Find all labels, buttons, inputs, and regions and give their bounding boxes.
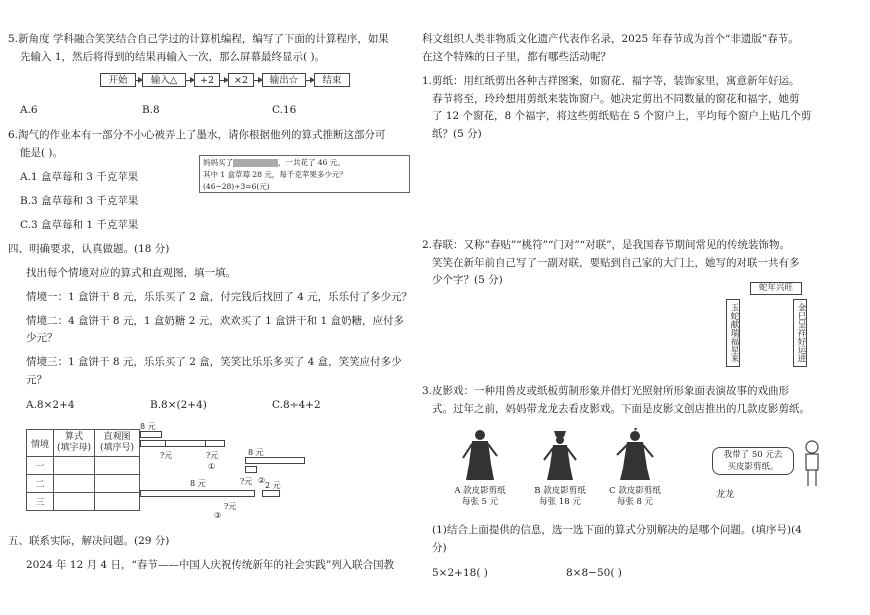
flow-plus2: +2 bbox=[194, 73, 220, 87]
p2-line-2: 笑笑在新年前自己写了一副对联，要贴到自己家的大门上，她写的对联一共有多 bbox=[432, 257, 800, 269]
ink-smudge bbox=[233, 159, 278, 167]
puppet-a-icon bbox=[460, 428, 500, 482]
equation-2[interactable]: 8×8−50( ) bbox=[566, 567, 622, 579]
situation-1: 情境一：1 盒饼干 8 元，乐乐买了 2 盒，付完钱后找回了 4 元，乐乐付了多少元？ bbox=[26, 291, 413, 303]
diagram-4-label-q: ?元 bbox=[224, 502, 237, 511]
situation-2a: 情境二：4 盒饼干 8 元，1 盒奶糖 2 元，欢欢买了 1 盒饼干和 1 盒奶糖，应付多 bbox=[26, 315, 404, 327]
couplet-left: 玉蛇献瑞福星来 bbox=[726, 299, 740, 367]
s4-option-c: C.8÷4+2 bbox=[272, 399, 321, 411]
s4-option-b: B.8×(2+4) bbox=[150, 399, 207, 411]
flow-output: 输出☆ bbox=[262, 73, 306, 87]
section4-title: 四、明确要求，认真做题。(18 分) bbox=[8, 243, 170, 255]
answer-cell[interactable] bbox=[54, 457, 95, 475]
q5-text-2: 先输入 1，然后将得到的结果再输入一次，那么屏幕最终显示( )。 bbox=[20, 51, 326, 63]
q6-text-1: 6.淘气的作业本有一部分不小心被弄上了墨水，请你根据他列的算式推断这部分可 bbox=[8, 129, 386, 141]
speech-bubble: 我带了 50 元去 买皮影剪纸。 bbox=[712, 447, 794, 475]
answer-table bbox=[26, 429, 140, 511]
couplet-horizontal: 蛇年兴旺 bbox=[750, 282, 802, 295]
puppet-c-icon bbox=[615, 428, 655, 482]
table-header: 算式 (填字母) bbox=[54, 430, 95, 457]
table-header: 情境 bbox=[27, 430, 54, 457]
equation-1[interactable]: 5×2+18( ) bbox=[432, 567, 488, 579]
diagram-1-label-8: 8 元 bbox=[140, 422, 156, 431]
q6-receipt: 妈妈买了 ，一共花了 46 元。 其中 1 盒草莓 28 元，每千克苹果多少元？ (46−28)÷3=6(元) bbox=[199, 155, 410, 193]
boy-icon bbox=[800, 440, 824, 488]
q6-option-c: C.3 盒草莓和 1 千克苹果 bbox=[20, 219, 139, 231]
q6-option-b: B.3 盒草莓和 3 千克苹果 bbox=[20, 195, 139, 207]
section5-intro: 2024 年 12 月 4 日，“春节——中国人庆祝传统新年的社会实践”列入联合国教 bbox=[26, 559, 395, 571]
diagram-1-label-q: ?元 bbox=[160, 451, 173, 460]
couplet-right: 金巳呈祥好运进 bbox=[793, 299, 807, 367]
answer-cell[interactable] bbox=[95, 475, 140, 493]
diagram-3-number: ③ bbox=[214, 511, 222, 520]
q5-option-a: A.6 bbox=[20, 104, 38, 116]
item-b-caption: B 款皮影剪纸 每张 18 元 bbox=[534, 486, 586, 507]
situation-3a: 情境三：1 盒饼干 8 元，乐乐买了 2 盒，笑笑比乐乐多买了 4 盒，笑笑应付多少 bbox=[26, 356, 402, 368]
p2-line-3: 少个字？(5 分) bbox=[432, 274, 503, 286]
q5-option-b: B.8 bbox=[142, 104, 160, 116]
answer-cell[interactable] bbox=[54, 475, 95, 493]
diagram-1-number: ① bbox=[208, 462, 216, 471]
diagram-2-number: ② bbox=[258, 476, 266, 485]
flow-start: 开始 bbox=[100, 73, 136, 87]
s4-option-a: A.8×2+4 bbox=[26, 399, 75, 411]
p2-line-1: 2.春联：又称“春贴”“桃符”“门对”“对联”，是我国春节期间常见的传统装饰物。 bbox=[422, 239, 790, 251]
table-row: 一 bbox=[27, 457, 140, 475]
diagram-3-label-q: ?元 bbox=[240, 477, 253, 486]
p3-line-2: 式。过年之前，妈妈带龙龙去看皮影戏。下面是皮影文创店推出的几款皮影剪纸。 bbox=[432, 403, 810, 415]
p1-line-2: 春节将至，玲玲想用剪纸来装饰窗户。她决定剪出不同数量的窗花和福字，她剪 bbox=[432, 93, 800, 105]
answer-cell[interactable] bbox=[54, 493, 95, 511]
puppet-b-icon bbox=[540, 428, 580, 482]
flow-times2: ×2 bbox=[228, 73, 254, 87]
intro-line-1: 科文组织人类非物质文化遗产代表作名录，2025 年春节成为首个“非遗版”春节。 bbox=[422, 33, 799, 45]
diagram-2-label-8: 8 元 bbox=[248, 448, 264, 457]
situation-2b: 少元？ bbox=[26, 332, 58, 344]
item-c-caption: C 款皮影剪纸 每张 8 元 bbox=[609, 486, 661, 507]
p3-sub1-line-2: 分) bbox=[432, 542, 447, 554]
intro-line-2: 在这个特殊的日子里，都有哪些活动呢？ bbox=[422, 51, 611, 63]
section5-title: 五、联系实际，解决问题。(29 分) bbox=[8, 535, 170, 547]
p3-line-1: 3.皮影戏：一种用兽皮或纸板剪制形象并借灯光照射所形象面表演故事的戏曲形 bbox=[422, 385, 790, 397]
item-a-caption: A 款皮影剪纸 每张 5 元 bbox=[454, 486, 506, 507]
section4-instruction: 找出每个情境对应的算式和直观图，填一填。 bbox=[26, 267, 236, 279]
situation-3b: 元？ bbox=[26, 374, 47, 386]
p1-line-4: 纸？(5 分) bbox=[432, 128, 482, 140]
q5-text-1: 5.新角度 学科融合笑笑结合自己学过的计算机编程，编写了下面的计算程序，如果 bbox=[8, 33, 389, 45]
table-row: 二 bbox=[27, 475, 140, 493]
table-row: 三 bbox=[27, 493, 140, 511]
boy-name: 龙龙 bbox=[716, 490, 735, 500]
p3-sub1-line-1: (1)结合上面提供的信息，选一选下面的算式分别解决的是哪个问题。(填序号)(4 bbox=[432, 524, 802, 536]
p1-line-1: 1.剪纸：用红纸剪出各种吉祥图案，如窗花、福字等，装饰家里，寓意新年好运。 bbox=[422, 75, 800, 87]
flow-end: 结束 bbox=[314, 73, 350, 87]
table-header: 直观图 (填序号) bbox=[95, 430, 140, 457]
answer-cell[interactable] bbox=[95, 493, 140, 511]
flow-input: 输入△ bbox=[142, 73, 186, 87]
q6-option-a: A.1 盒草莓和 3 千克苹果 bbox=[20, 171, 139, 183]
q5-option-c: C.16 bbox=[272, 104, 297, 116]
p1-line-3: 了 12 个窗花，8 个福字，将这些剪纸贴在 5 个窗户上，平均每个窗户上贴几个剪 bbox=[432, 110, 812, 122]
q6-text-2: 能是( )。 bbox=[20, 147, 64, 159]
diagram-2-label-q: ?元 bbox=[206, 451, 219, 460]
diagram-4-label-2: 2 元 bbox=[265, 481, 281, 490]
answer-cell[interactable] bbox=[95, 457, 140, 475]
diagram-4-label-8: 8 元 bbox=[190, 479, 206, 488]
